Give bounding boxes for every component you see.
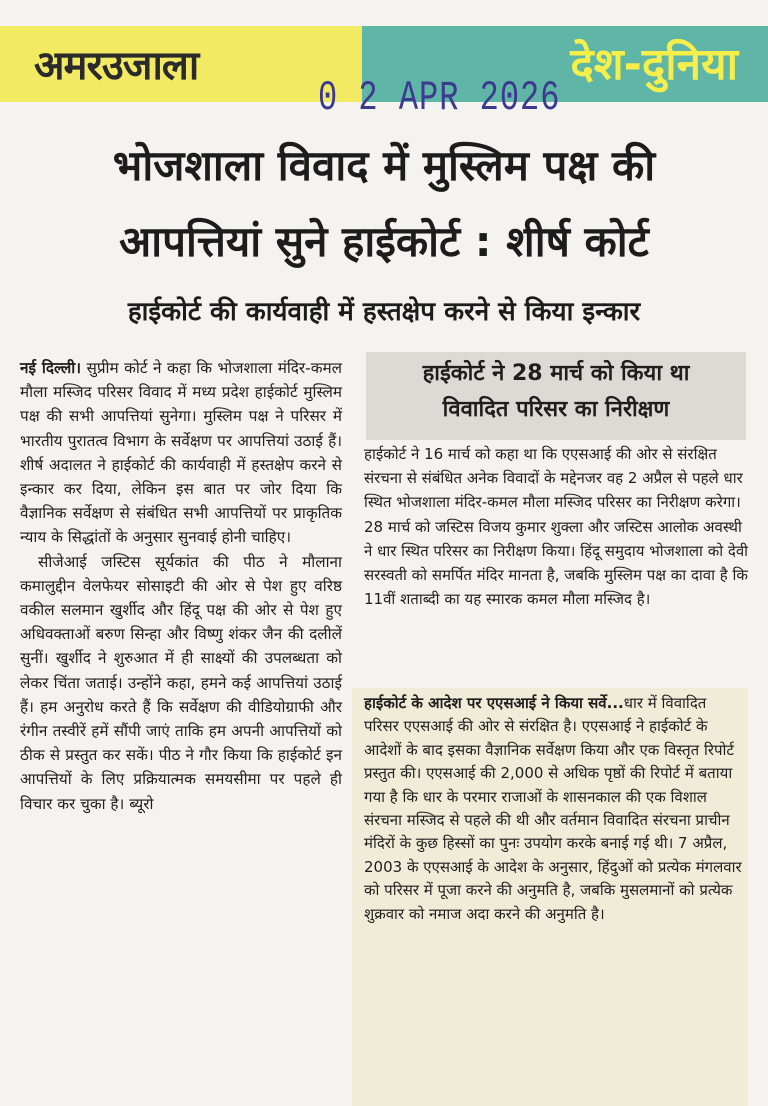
masthead [0, 26, 768, 123]
article-paragraph-1 [20, 356, 342, 550]
sidebar-1-title-box [366, 352, 746, 440]
section-name: देश-दुनिया [570, 39, 738, 90]
article-paragraph-2: सीजेआई जस्टिस सूर्यकांत की पीठ ने मौलाना कमालुद्दीन वेलफेयर सोसाइटी की ओर से पेश हुए वरिष्ठ वकील सलमान खुर्शीद और हिंदू पक्ष की ओर से पेश हुए अधिवक्ताओं बरुण सिन्हा और विष्णु शंकर जैन की दलीलें सुनीं। खुर्शीद ने शुरुआत में ही साक्ष्यों की उपलब्धता को लेकर चिंता जताई। उन्होंने कहा, हमने कई आपत्तियां उठाई हैं। हम अनुरोध करते हैं कि सर्वेक्षण की वीडियोग्राफी और रंगीन तस्वीरें हमें सौंपी जाएं ताकि हम अपनी आपत्तियों को ठीक से प्रस्तुत कर सकें। पीठ ने गौर किया कि हाईकोर्ट इन आपत्तियों के लिए प्रक्रियात्मक समयसीमा पर पहले ही विचार कर चुका है। ब्यूरो [20, 552, 342, 813]
sidebar-2-body [364, 692, 742, 926]
subheadline: हाईकोर्ट की कार्यवाही में हस्तक्षेप करने से किया इन्कार [127, 297, 641, 327]
sidebar-1-text: हाईकोर्ट ने 16 मार्च को कहा था कि एएसआई की ओर से संरक्षित संरचना से संबंधित अनेक विवादों के मद्देनजर वह 2 अप्रैल से पहले धार स्थित भोजशाला मंदिर-कमल मौला मस्जिद परिसर का निरीक्षण करेगा। 28 मार्च को जस्टिस विजय कुमार शुक्ला और जस्टिस आलोक अवस्थी ने धार स्थित परिसर का निरीक्षण किया। हिंदू समुदाय भोजशाला को देवी सरस्वती को समर्पित मंदिर मानता है, जबकि मुस्लिम पक्ष का दावा है कि 11वीं शताब्दी का यह स्मारक कमल मौला मस्जिद है। [364, 445, 749, 609]
sidebar-1-title-line-1: हाईकोर्ट ने 28 मार्च को किया था [422, 361, 690, 386]
sidebar-2-title: हाईकोर्ट के आदेश पर एएसआई ने किया सर्वे... [364, 694, 624, 712]
masthead-left-band [0, 26, 362, 102]
paragraph-1-text: सुप्रीम कोर्ट ने कहा कि भोजशाला मंदिर-कमल मौला मस्जिद परिसर विवाद में मध्य प्रदेश हाईकोर्ट मुस्लिम पक्ष की सभी आपत्तियां सुनेगा। मुस्लिम पक्ष ने परिसर में भारतीय पुरातत्व विभाग के सर्वेक्षण पर आपत्तियां उठाई हैं। शीर्ष अदालत ने हाईकोर्ट की कार्यवाही में हस्तक्षेप करने से इन्कार कर दिया, लेकिन इस बात पर जोर दिया कि वैज्ञानिक सर्वेक्षण से संबंधित सभी आपत्तियों पर प्राकृतिक न्याय के सिद्धांतों के अनुसार सुनवाई होनी चाहिए। [20, 359, 342, 547]
date-stamp: 0 2 APR 2026 [318, 74, 561, 123]
sidebar-1-body [364, 442, 750, 611]
dateline: नई दिल्ली। [20, 359, 82, 377]
sidebar-2-text: धार में विवादित परिसर एएसआई की ओर से संरक्षित है। एएसआई ने हाईकोर्ट के आदेशों के बाद इसका वैज्ञानिक सर्वेक्षण किया और एक विस्तृत रिपोर्ट प्रस्तुत की। एएसआई की 2,000 से अधिक पृष्ठों की रिपोर्ट में बताया गया है कि धार के परमार राजाओं के शासनकाल की एक विशाल संरचना मस्जिद से पहले की थी और वर्तमान विवादित संरचना प्राचीन मंदिरों के कुछ हिस्सों का पुनः उपयोग करके बनाई गई थी। 7 अप्रैल, 2003 के एएसआई के आदेश के अनुसार, हिंदुओं को प्रत्येक मंगलवार को परिसर में पूजा करने की अनुमति है, जबकि मुसलमानों को प्रत्येक शुक्रवार को नमाज अदा करने की अनुमति है। [364, 694, 742, 923]
headline-line-2: आपत्तियां सुने हाईकोर्ट : शीर्ष कोर्ट [119, 217, 649, 266]
headline-line-1: भोजशाला विवाद में मुस्लिम पक्ष की [112, 141, 656, 190]
main-article-body [20, 356, 342, 816]
newspaper-logo: अमरउजाला [34, 43, 199, 89]
headline [0, 128, 768, 280]
sidebar-1-title-line-2: विवादित परिसर का निरीक्षण [442, 397, 670, 422]
